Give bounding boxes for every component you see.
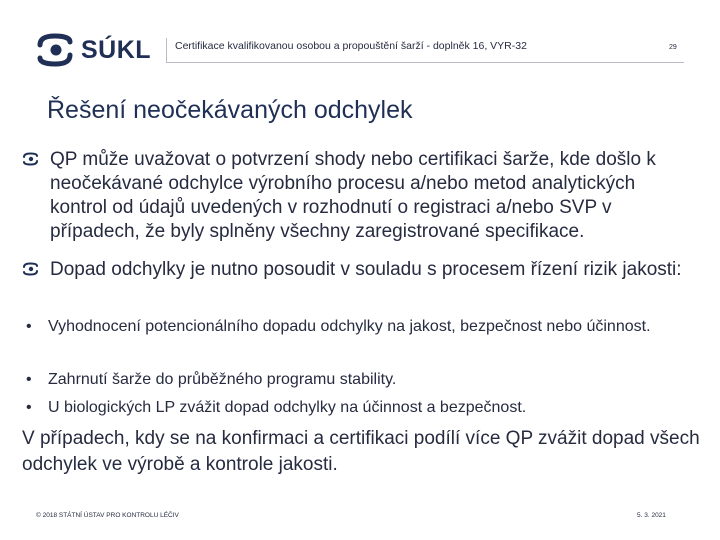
bullet-dot-icon: • [26,318,32,335]
sub-bullet-3 [26,398,694,418]
sukl-logo [36,33,151,67]
sub-bullet-2 [26,370,694,390]
sub-bullet-text: U biologických LP zvážit dopad odchylky na účinnost a bezpečnost. [48,399,527,416]
header-divider-vertical [166,38,167,62]
logo-text: SÚKL [81,35,152,64]
main-bullet-1 [22,148,694,244]
page-number: 29 [669,44,677,51]
bullet-dot-icon: • [26,399,32,416]
sub-bullet-1 [26,317,694,337]
header-divider [166,62,684,63]
main-bullet-2 [22,258,694,282]
sub-bullet-text: Vyhodnocení potencionálního dopadu odchylky na jakost, bezpečnost nebo účinnost. [48,318,651,335]
slide-title: Řešení neočekávaných odchylek [47,96,413,124]
header-title: Certifikace kvalifikovanou osobou a propouštění šarží - doplněk 16, VYR-32 [175,40,527,52]
sukl-logo-icon [36,33,74,67]
main-bullet-text: Dopad odchylky je nutno posoudit v souladu s procesem řízení rizik jakosti: [50,259,682,280]
closing-paragraph: V případech, kdy se na konfirmaci a certifikaci podílí více QP zvážit dopad všech odchylek ve výrobě a kontrole jakosti. [22,428,700,475]
footer-date: 5. 3. 2021 [637,512,666,519]
main-bullet-text: QP může uvažovat o potvrzení shody nebo certifikaci šarže, kde došlo k neočekávané odchylce výrobního procesu a/nebo metod analytických kontrol od údajů uvedených v rozhodnutí o registraci a/nebo SVP v případech, že byly splněny všechny zaregistrované specifikace. [50,149,656,242]
sukl-bullet-icon [22,262,39,276]
sub-bullet-text: Zahrnutí šarže do průběžného programu stability. [48,371,397,388]
sukl-bullet-icon [22,152,39,166]
footer-copyright: © 2018 STÁTNÍ ÚSTAV PRO KONTROLU LÉČIV [36,512,179,519]
bullet-dot-icon: • [26,371,32,388]
